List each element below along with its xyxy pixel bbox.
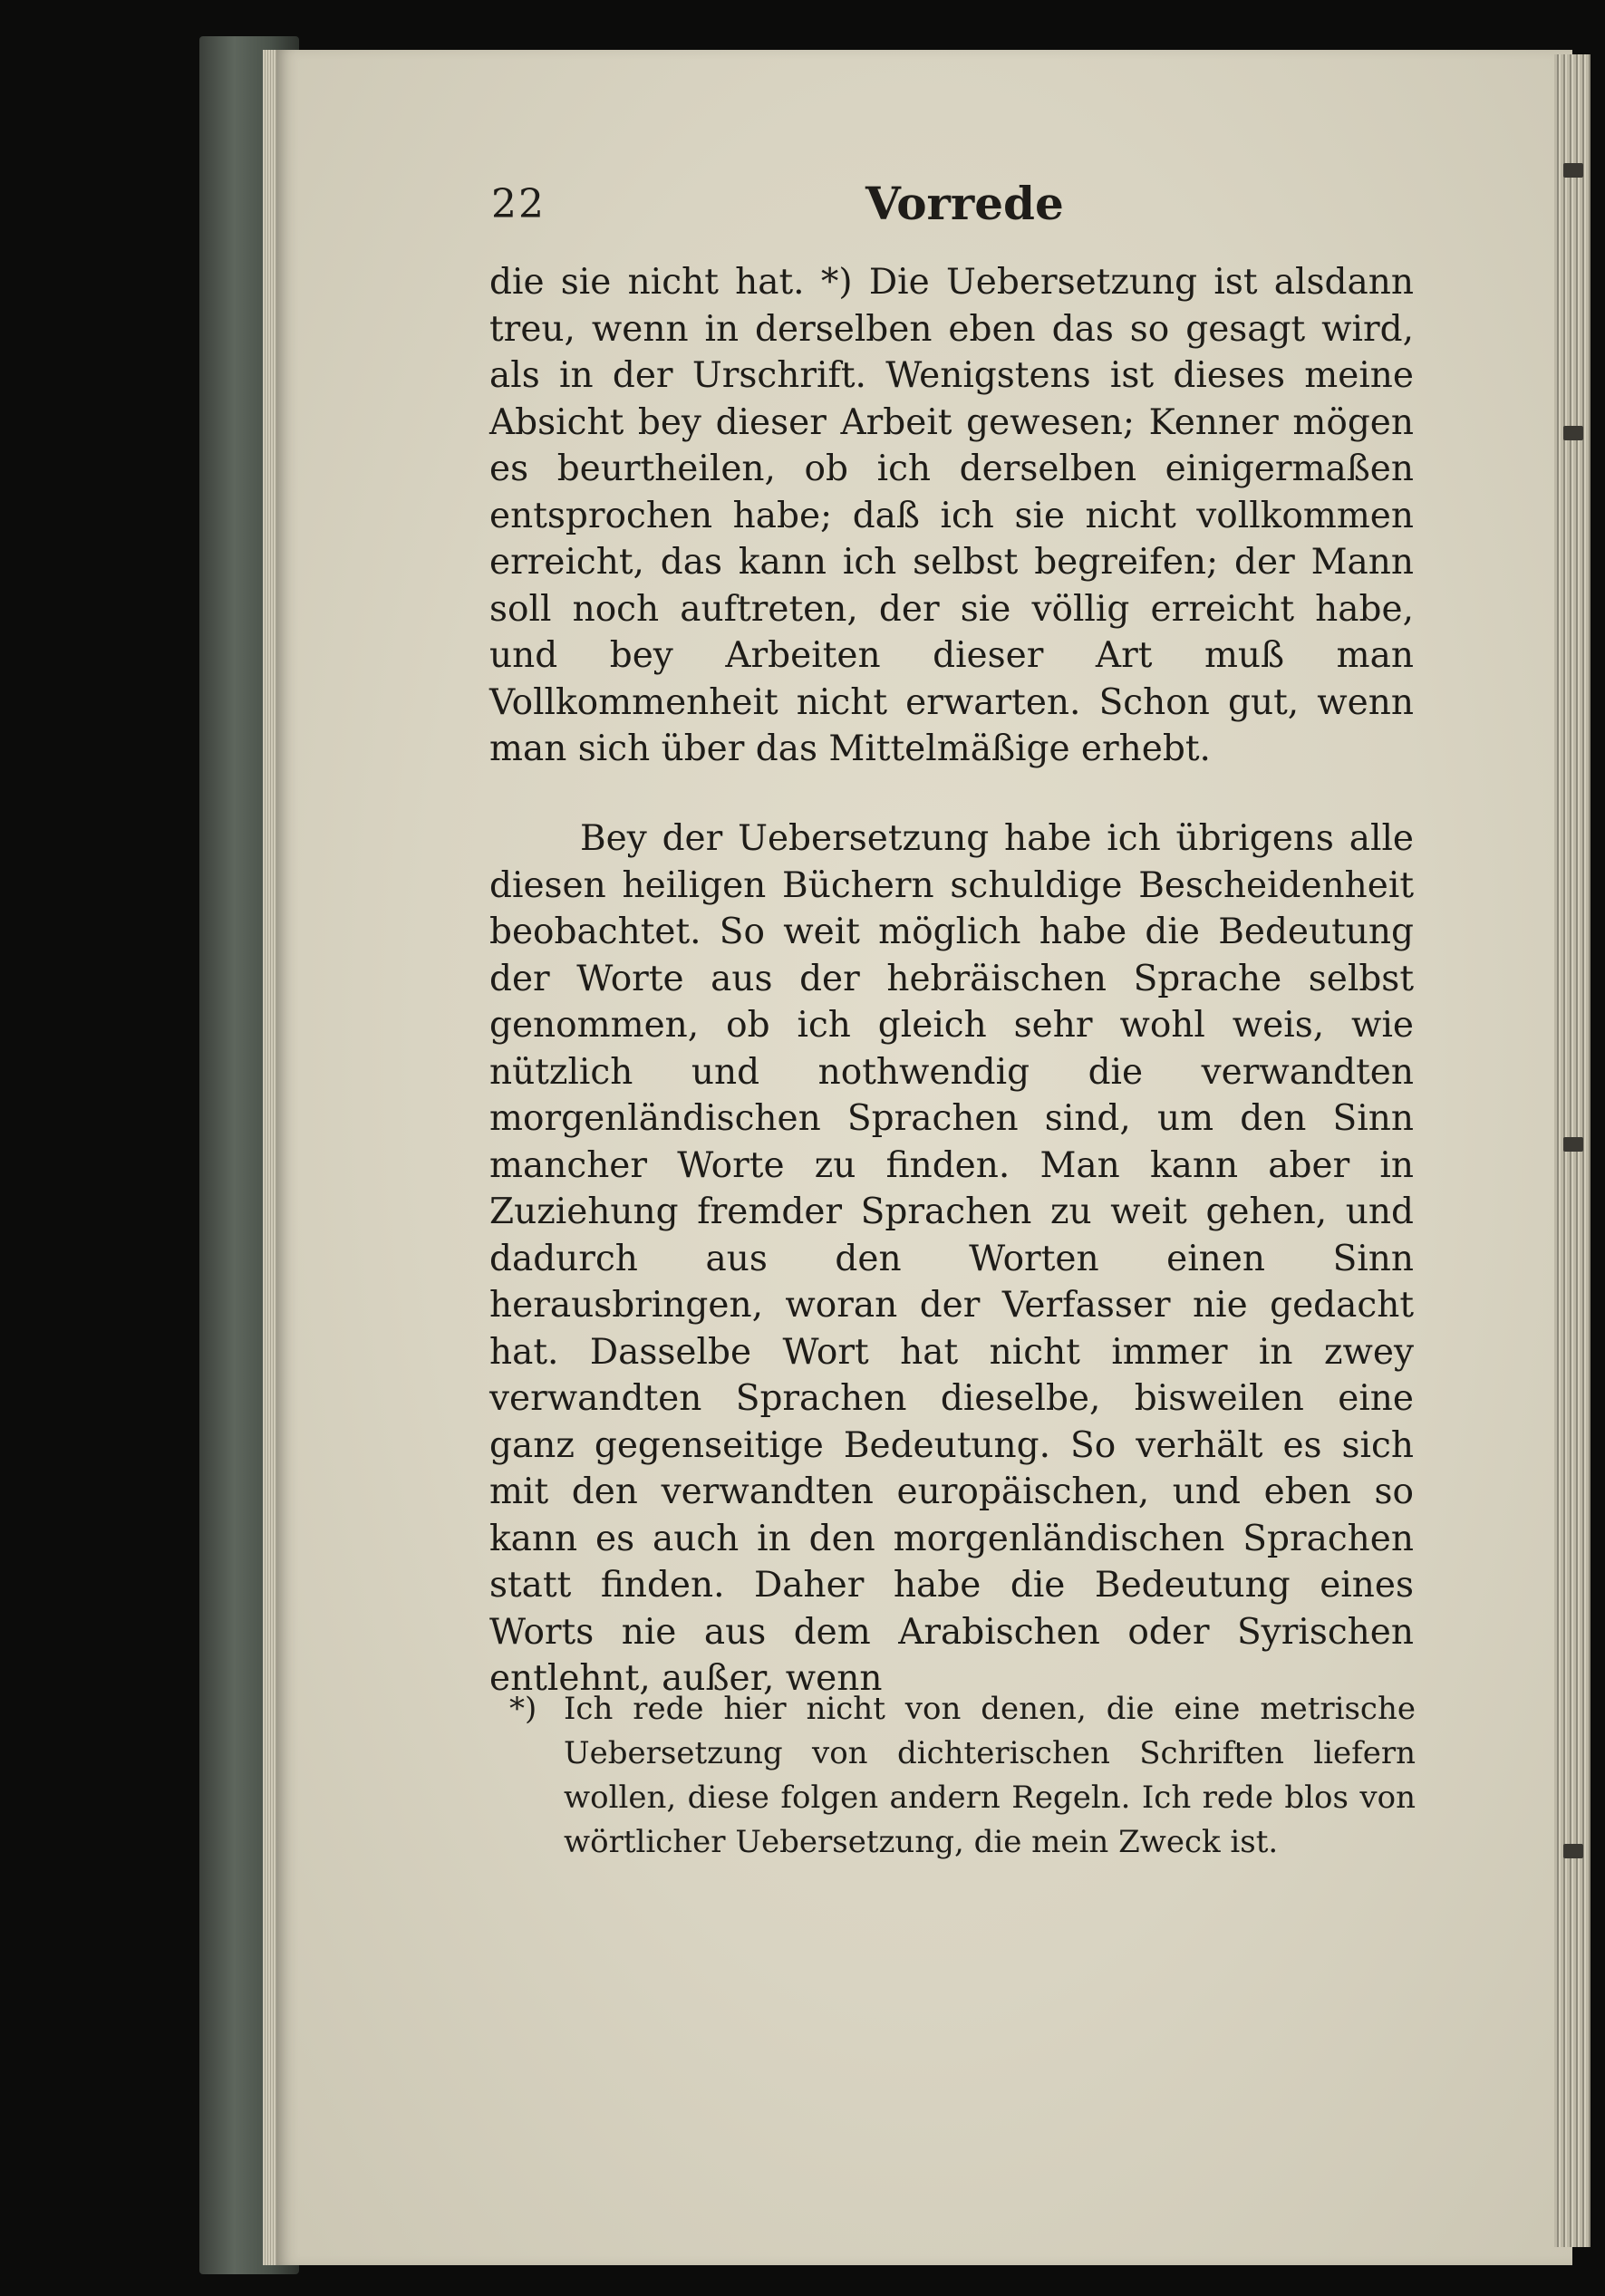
footnote [509,1687,1416,1865]
body-paragraph-2 [489,815,1414,1703]
paragraph-text: die sie nicht hat. *) Die Uebersetzung ist alsdann treu, wenn in derselben eben das so gesagt wird, als in der Urschrift. Wenigstens ist dieses meine Absicht bey dieser Arbeit gewesen; Kenner mögen es beurtheilen, ob ich derselben einigermaßen entsprochen habe; daß ich sie nicht vollkommen erreicht, das kann ich selbst begreifen; der Mann soll noch auftreten, der sie völlig erreicht habe, und bey Arbeiten dieser Art muß man Vollkommenheit nicht erwarten. Schon gut, wenn man sich über das Mittelmäßige erhebt. [489,262,1414,769]
page-tab-marker [1563,163,1583,178]
footnote-marker: *) [509,1691,537,1727]
page-tab-marker [1563,1844,1583,1858]
paragraph-text: Bey der Uebersetzung habe ich übrigens alle diesen heiligen Büchern schuldige Bescheidenheit beobachtet. So weit möglich habe die Bedeutung der Worte aus der hebräischen Sprache selbst genommen, ob ich gleich sehr wohl weis, wie nützlich und nothwendig die verwandten morgenländischen Sprachen sind, um den Sinn mancher Worte zu finden. Man kann aber in Zuziehung fremder Sprachen zu weit gehen, und dadurch aus den Worten einen Sinn herausbringen, woran der Verfasser nie gedacht hat. Dasselbe Wort hat nicht immer in zwey verwandten Sprachen dieselbe, bisweilen eine ganz gegenseitige Bedeutung. So verhält es sich mit den verwandten europäischen, und eben so kann es auch in den morgenländischen Sprachen statt finden. Daher habe die Bedeutung eines Worts nie aus dem Arabischen oder Syrischen entlehnt, außer, wenn [489,818,1414,1699]
page-tab-marker [1563,426,1583,440]
page-tab-marker [1563,1137,1583,1152]
running-head: Vorrede [865,177,1064,230]
page-number: 22 [491,181,546,227]
footnote-text: Ich rede hier nicht von denen, die eine metrische Uebersetzung von dichterischen Schriften liefern wollen, diese folgen andern Regeln. Ich rede blos von wörtlicher Uebersetzung, die mein Zweck ist. [564,1691,1416,1860]
body-paragraph-1 [489,259,1414,773]
